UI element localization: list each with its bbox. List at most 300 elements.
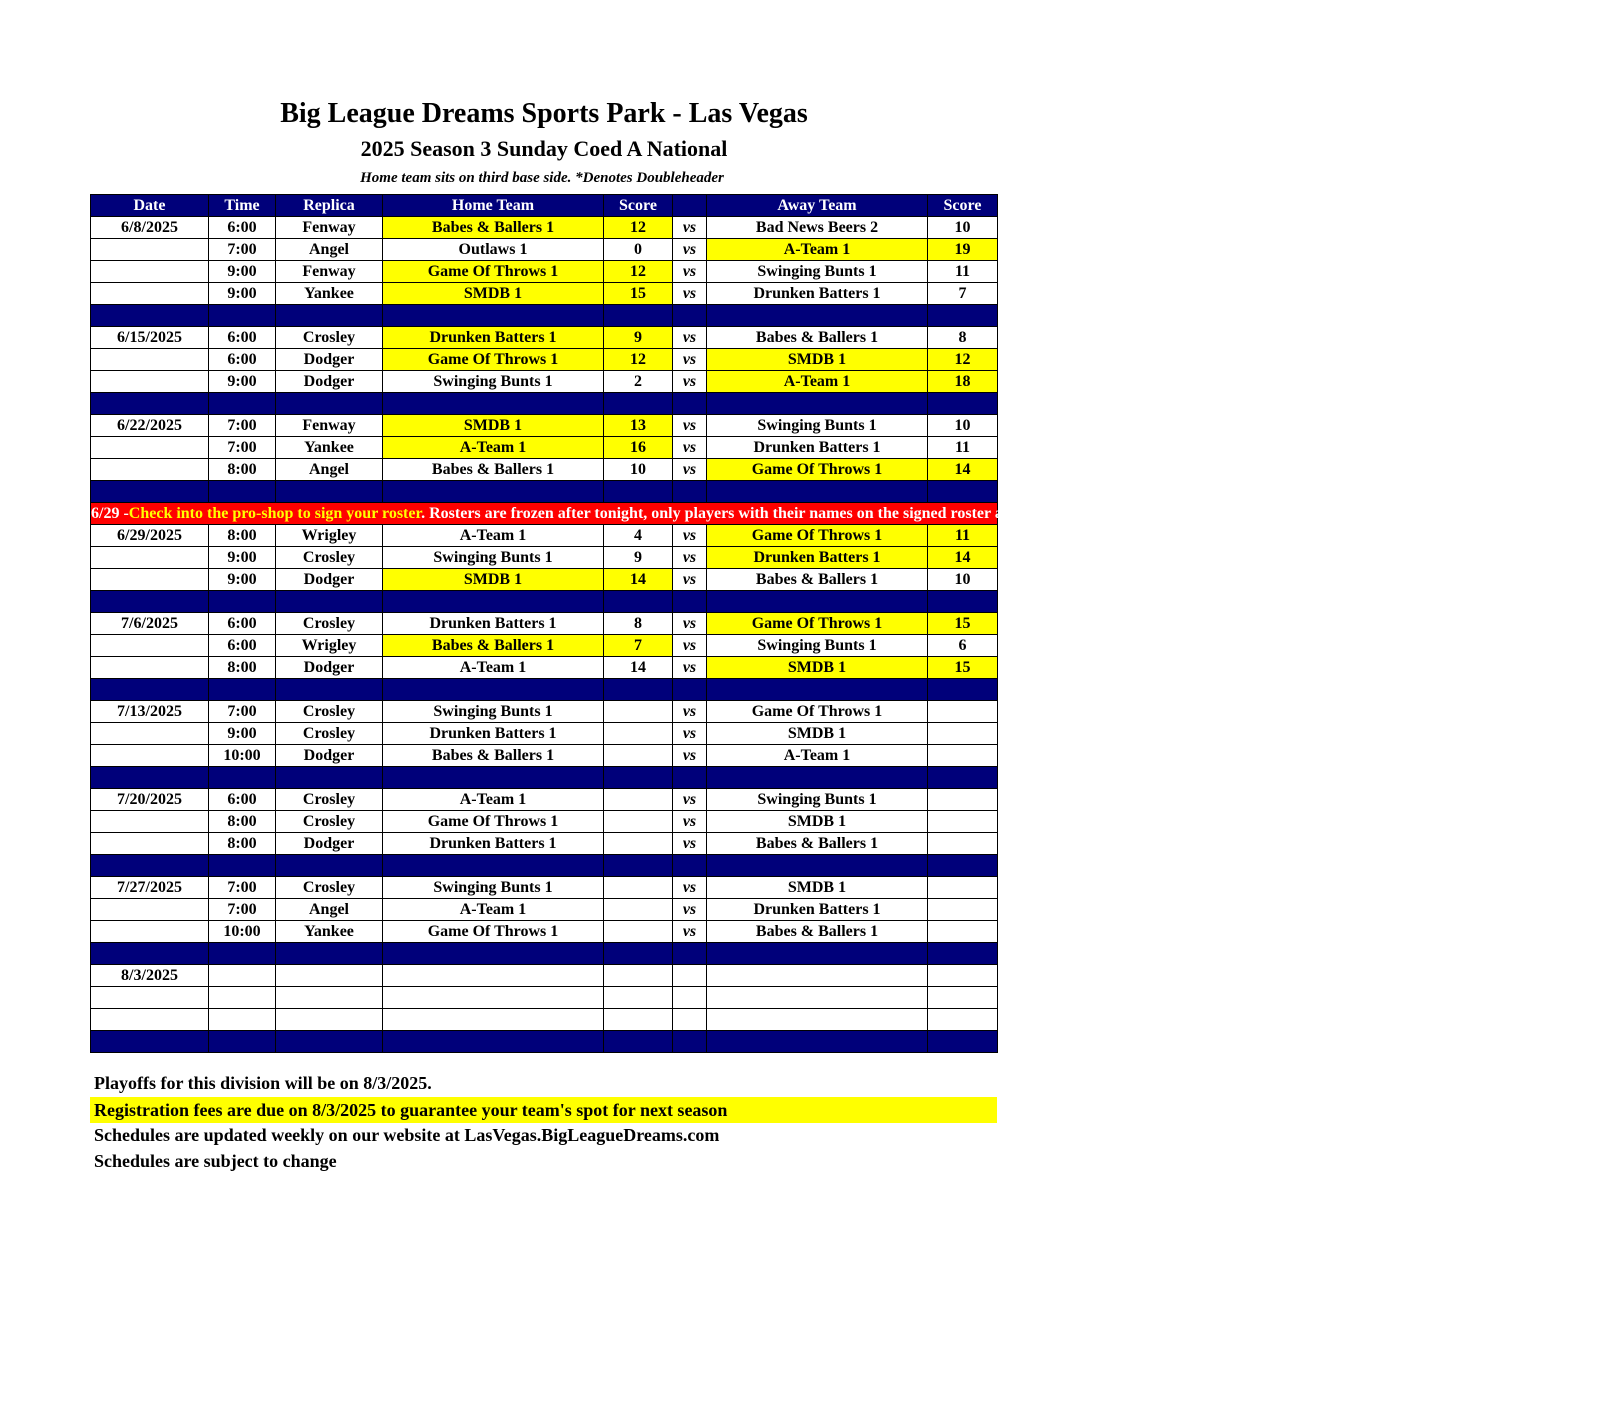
vs-label: vs [673, 921, 707, 943]
game-row [91, 261, 998, 283]
notice-text: . Rosters are frozen after tonight, only players with their names on the signed roster are eligible for playoffs. Please check carefully as changes will not be made for omissions. [421, 504, 1601, 522]
home-team [383, 965, 604, 987]
vs-label: vs [673, 833, 707, 855]
col-replica: Replica [276, 195, 383, 217]
field-name: Crosley [276, 789, 383, 811]
home-team: Swinging Bunts 1 [383, 547, 604, 569]
game-date: 7/6/2025 [91, 613, 209, 635]
separator-cell [673, 1031, 707, 1053]
game-date [91, 635, 209, 657]
home-team: Babes & Ballers 1 [383, 217, 604, 239]
game-date: 7/13/2025 [91, 701, 209, 723]
home-score [604, 833, 673, 855]
vs-label: vs [673, 701, 707, 723]
separator-cell [928, 1031, 998, 1053]
game-date [91, 459, 209, 481]
field-name [276, 965, 383, 987]
registration-text: Registration fees are due on 8/3/2025 to guarantee your team's spot for next season [94, 1100, 728, 1120]
away-score: 10 [928, 569, 998, 591]
game-time [209, 987, 276, 1009]
vs-label: vs [673, 239, 707, 261]
vs-label: vs [673, 327, 707, 349]
home-score: 16 [604, 437, 673, 459]
vs-label: vs [673, 613, 707, 635]
separator-cell [276, 591, 383, 613]
game-row [91, 965, 998, 987]
game-row [91, 789, 998, 811]
away-team: Babes & Ballers 1 [707, 833, 928, 855]
col-home-score: Score [604, 195, 673, 217]
field-name: Dodger [276, 371, 383, 393]
away-score [928, 921, 998, 943]
away-team: SMDB 1 [707, 877, 928, 899]
game-date [91, 1009, 209, 1031]
home-team-note: Home team sits on third base side. *Denotes Doubleheader [360, 170, 724, 186]
game-time [209, 1009, 276, 1031]
separator-cell [707, 767, 928, 789]
field-name: Angel [276, 459, 383, 481]
registration-note [90, 1097, 997, 1123]
away-score [928, 899, 998, 921]
field-name: Crosley [276, 877, 383, 899]
separator-cell [383, 591, 604, 613]
field-name [276, 1009, 383, 1031]
home-team: Outlaws 1 [383, 239, 604, 261]
separator-cell [604, 591, 673, 613]
table-header-row [91, 195, 998, 217]
away-team: Game Of Throws 1 [707, 525, 928, 547]
game-row [91, 833, 998, 855]
home-score: 12 [604, 261, 673, 283]
vs-label: vs [673, 261, 707, 283]
field-name [276, 987, 383, 1009]
home-score: 2 [604, 371, 673, 393]
game-time: 6:00 [209, 217, 276, 239]
home-team: SMDB 1 [383, 283, 604, 305]
game-date [91, 899, 209, 921]
separator-cell [276, 943, 383, 965]
separator-cell [91, 679, 209, 701]
vs-label [673, 987, 707, 1009]
away-score: 15 [928, 613, 998, 635]
game-date: 6/29/2025 [91, 525, 209, 547]
division-subtitle: 2025 Season 3 Sunday Coed A National [360, 136, 728, 161]
game-date [91, 921, 209, 943]
field-name: Dodger [276, 833, 383, 855]
game-time: 6:00 [209, 635, 276, 657]
game-time: 7:00 [209, 415, 276, 437]
vs-label: vs [673, 459, 707, 481]
separator-cell [707, 679, 928, 701]
away-team: Drunken Batters 1 [707, 899, 928, 921]
change-text: Schedules are subject to change [94, 1151, 337, 1171]
game-date: 8/3/2025 [91, 965, 209, 987]
game-time: 9:00 [209, 371, 276, 393]
vs-label: vs [673, 789, 707, 811]
page-title: Big League Dreams Sports Park - Las Vegas [280, 98, 808, 129]
away-score: 10 [928, 415, 998, 437]
home-score [604, 877, 673, 899]
home-team: Swinging Bunts 1 [383, 701, 604, 723]
home-score: 10 [604, 459, 673, 481]
schedule-table [90, 194, 1601, 1053]
field-name: Crosley [276, 613, 383, 635]
week-separator-row [91, 393, 998, 415]
separator-cell [209, 767, 276, 789]
field-name: Wrigley [276, 635, 383, 657]
away-team: Drunken Batters 1 [707, 283, 928, 305]
vs-label: vs [673, 437, 707, 459]
vs-label: vs [673, 657, 707, 679]
field-name: Yankee [276, 437, 383, 459]
vs-label: vs [673, 635, 707, 657]
game-row [91, 217, 998, 239]
away-team: Bad News Beers 2 [707, 217, 928, 239]
away-score: 14 [928, 547, 998, 569]
away-score [928, 745, 998, 767]
away-team [707, 987, 928, 1009]
away-team: A-Team 1 [707, 239, 928, 261]
home-team: Drunken Batters 1 [383, 833, 604, 855]
separator-cell [707, 855, 928, 877]
game-row [91, 811, 998, 833]
away-team: Swinging Bunts 1 [707, 415, 928, 437]
field-name: Fenway [276, 261, 383, 283]
separator-cell [928, 679, 998, 701]
home-score: 12 [604, 349, 673, 371]
separator-cell [383, 305, 604, 327]
separator-cell [383, 855, 604, 877]
vs-label: vs [673, 547, 707, 569]
playoffs-note [90, 1073, 997, 1094]
home-score: 0 [604, 239, 673, 261]
home-score: 15 [604, 283, 673, 305]
separator-cell [707, 393, 928, 415]
game-date [91, 745, 209, 767]
separator-cell [928, 767, 998, 789]
away-team: Swinging Bunts 1 [707, 635, 928, 657]
week-separator-row [91, 305, 998, 327]
game-row [91, 525, 998, 547]
col-vs [673, 195, 707, 217]
away-score [928, 987, 998, 1009]
game-date: 7/27/2025 [91, 877, 209, 899]
col-home-team: Home Team [383, 195, 604, 217]
away-team: Game Of Throws 1 [707, 613, 928, 635]
away-team [707, 1009, 928, 1031]
home-team: Game Of Throws 1 [383, 921, 604, 943]
separator-cell [276, 305, 383, 327]
separator-cell [209, 481, 276, 503]
away-team: Swinging Bunts 1 [707, 261, 928, 283]
home-team: A-Team 1 [383, 437, 604, 459]
vs-label: vs [673, 877, 707, 899]
game-row [91, 701, 998, 723]
game-date: 6/22/2025 [91, 415, 209, 437]
field-name: Crosley [276, 723, 383, 745]
game-row [91, 437, 998, 459]
home-team: Drunken Batters 1 [383, 723, 604, 745]
separator-cell [604, 767, 673, 789]
separator-cell [707, 591, 928, 613]
game-row [91, 349, 998, 371]
separator-cell [91, 1031, 209, 1053]
home-score: 14 [604, 657, 673, 679]
home-team: Game Of Throws 1 [383, 261, 604, 283]
game-time: 6:00 [209, 349, 276, 371]
separator-cell [604, 943, 673, 965]
week-separator-row [91, 679, 998, 701]
field-name: Fenway [276, 217, 383, 239]
game-row [91, 283, 998, 305]
home-score: 14 [604, 569, 673, 591]
game-time: 8:00 [209, 459, 276, 481]
separator-cell [604, 679, 673, 701]
away-score: 18 [928, 371, 998, 393]
week-separator-row [91, 943, 998, 965]
separator-cell [209, 679, 276, 701]
vs-label: vs [673, 899, 707, 921]
game-time: 9:00 [209, 547, 276, 569]
vs-label [673, 1009, 707, 1031]
separator-cell [383, 481, 604, 503]
col-away-score: Score [928, 195, 998, 217]
game-time: 9:00 [209, 283, 276, 305]
home-team: A-Team 1 [383, 525, 604, 547]
roster-notice [91, 503, 1601, 525]
home-team: Swinging Bunts 1 [383, 877, 604, 899]
home-team: Game Of Throws 1 [383, 811, 604, 833]
away-score [928, 877, 998, 899]
game-date: 6/15/2025 [91, 327, 209, 349]
field-name: Dodger [276, 569, 383, 591]
game-time: 6:00 [209, 789, 276, 811]
separator-cell [673, 305, 707, 327]
away-score [928, 811, 998, 833]
game-time: 6:00 [209, 327, 276, 349]
vs-label: vs [673, 283, 707, 305]
home-score [604, 745, 673, 767]
website-note [90, 1125, 997, 1146]
separator-cell [604, 393, 673, 415]
website-text: Schedules are updated weekly on our website at LasVegas.BigLeagueDreams.com [94, 1125, 720, 1145]
away-score: 10 [928, 217, 998, 239]
field-name: Crosley [276, 811, 383, 833]
week-separator-row [91, 1031, 998, 1053]
separator-cell [707, 943, 928, 965]
field-name: Angel [276, 899, 383, 921]
game-date [91, 371, 209, 393]
separator-cell [673, 855, 707, 877]
home-team: A-Team 1 [383, 657, 604, 679]
game-row [91, 745, 998, 767]
schedule-body [91, 217, 1601, 1053]
separator-cell [276, 679, 383, 701]
away-score: 19 [928, 239, 998, 261]
away-score [928, 833, 998, 855]
vs-label: vs [673, 525, 707, 547]
game-row [91, 899, 998, 921]
away-score: 11 [928, 437, 998, 459]
home-score: 9 [604, 327, 673, 349]
game-row [91, 1009, 998, 1031]
home-team: SMDB 1 [383, 569, 604, 591]
game-row [91, 371, 998, 393]
vs-label: vs [673, 349, 707, 371]
game-row [91, 635, 998, 657]
away-team: SMDB 1 [707, 349, 928, 371]
home-score [604, 899, 673, 921]
game-time: 6:00 [209, 613, 276, 635]
separator-cell [707, 305, 928, 327]
game-date [91, 987, 209, 1009]
notice-prefix: 6/29 - [91, 504, 129, 522]
home-team: SMDB 1 [383, 415, 604, 437]
home-score [604, 1009, 673, 1031]
away-score: 11 [928, 525, 998, 547]
separator-cell [383, 393, 604, 415]
away-team: SMDB 1 [707, 657, 928, 679]
playoffs-text: Playoffs for this division will be on 8/3/2025. [94, 1073, 432, 1093]
week-separator-row [91, 767, 998, 789]
vs-label: vs [673, 217, 707, 239]
away-team: SMDB 1 [707, 723, 928, 745]
game-row [91, 987, 998, 1009]
game-row [91, 547, 998, 569]
game-time: 8:00 [209, 833, 276, 855]
separator-cell [209, 855, 276, 877]
home-team: A-Team 1 [383, 789, 604, 811]
separator-cell [604, 481, 673, 503]
home-score [604, 701, 673, 723]
game-date [91, 437, 209, 459]
separator-cell [707, 1031, 928, 1053]
away-team: Game Of Throws 1 [707, 459, 928, 481]
field-name: Fenway [276, 415, 383, 437]
home-team: Game Of Throws 1 [383, 349, 604, 371]
vs-label: vs [673, 745, 707, 767]
game-row [91, 613, 998, 635]
vs-label: vs [673, 723, 707, 745]
away-team: Drunken Batters 1 [707, 437, 928, 459]
away-score [928, 723, 998, 745]
game-time [209, 965, 276, 987]
field-name: Yankee [276, 283, 383, 305]
separator-cell [91, 767, 209, 789]
away-score [928, 965, 998, 987]
home-score [604, 811, 673, 833]
away-team: A-Team 1 [707, 371, 928, 393]
game-date [91, 833, 209, 855]
game-time: 7:00 [209, 877, 276, 899]
away-score: 11 [928, 261, 998, 283]
game-time: 7:00 [209, 899, 276, 921]
home-team: Babes & Ballers 1 [383, 745, 604, 767]
game-time: 10:00 [209, 921, 276, 943]
col-date: Date [91, 195, 209, 217]
away-score [928, 789, 998, 811]
separator-cell [276, 1031, 383, 1053]
home-team: Swinging Bunts 1 [383, 371, 604, 393]
separator-cell [209, 393, 276, 415]
away-team: Drunken Batters 1 [707, 547, 928, 569]
separator-cell [604, 855, 673, 877]
home-team: Drunken Batters 1 [383, 613, 604, 635]
game-date [91, 261, 209, 283]
home-score [604, 921, 673, 943]
away-score: 15 [928, 657, 998, 679]
game-date: 7/20/2025 [91, 789, 209, 811]
separator-cell [209, 591, 276, 613]
field-name: Dodger [276, 349, 383, 371]
away-team: Babes & Ballers 1 [707, 569, 928, 591]
separator-cell [707, 481, 928, 503]
home-team: Babes & Ballers 1 [383, 635, 604, 657]
separator-cell [276, 393, 383, 415]
col-away-team: Away Team [707, 195, 928, 217]
away-team: Game Of Throws 1 [707, 701, 928, 723]
field-name: Crosley [276, 701, 383, 723]
separator-cell [91, 591, 209, 613]
away-team [707, 965, 928, 987]
away-score [928, 701, 998, 723]
vs-label [673, 965, 707, 987]
separator-cell [673, 591, 707, 613]
home-score [604, 987, 673, 1009]
separator-cell [604, 305, 673, 327]
home-score: 12 [604, 217, 673, 239]
game-date [91, 349, 209, 371]
away-score: 8 [928, 327, 998, 349]
separator-cell [673, 943, 707, 965]
game-date [91, 569, 209, 591]
separator-cell [276, 855, 383, 877]
home-team [383, 1009, 604, 1031]
vs-label: vs [673, 415, 707, 437]
game-date: 6/8/2025 [91, 217, 209, 239]
week-separator-row [91, 481, 998, 503]
game-row [91, 239, 998, 261]
vs-label: vs [673, 811, 707, 833]
game-time: 7:00 [209, 437, 276, 459]
game-date [91, 811, 209, 833]
away-team: Babes & Ballers 1 [707, 327, 928, 349]
away-score: 6 [928, 635, 998, 657]
game-date [91, 657, 209, 679]
home-team: A-Team 1 [383, 899, 604, 921]
home-score [604, 723, 673, 745]
away-team: SMDB 1 [707, 811, 928, 833]
vs-label: vs [673, 371, 707, 393]
away-score: 12 [928, 349, 998, 371]
home-score: 13 [604, 415, 673, 437]
game-row [91, 459, 998, 481]
separator-cell [928, 855, 998, 877]
separator-cell [209, 943, 276, 965]
game-date [91, 547, 209, 569]
week-separator-row [91, 591, 998, 613]
separator-cell [209, 305, 276, 327]
game-time: 8:00 [209, 525, 276, 547]
game-date [91, 283, 209, 305]
home-team: Drunken Batters 1 [383, 327, 604, 349]
game-date [91, 239, 209, 261]
away-score [928, 1009, 998, 1031]
separator-cell [383, 767, 604, 789]
home-score: 8 [604, 613, 673, 635]
separator-cell [91, 943, 209, 965]
separator-cell [276, 481, 383, 503]
